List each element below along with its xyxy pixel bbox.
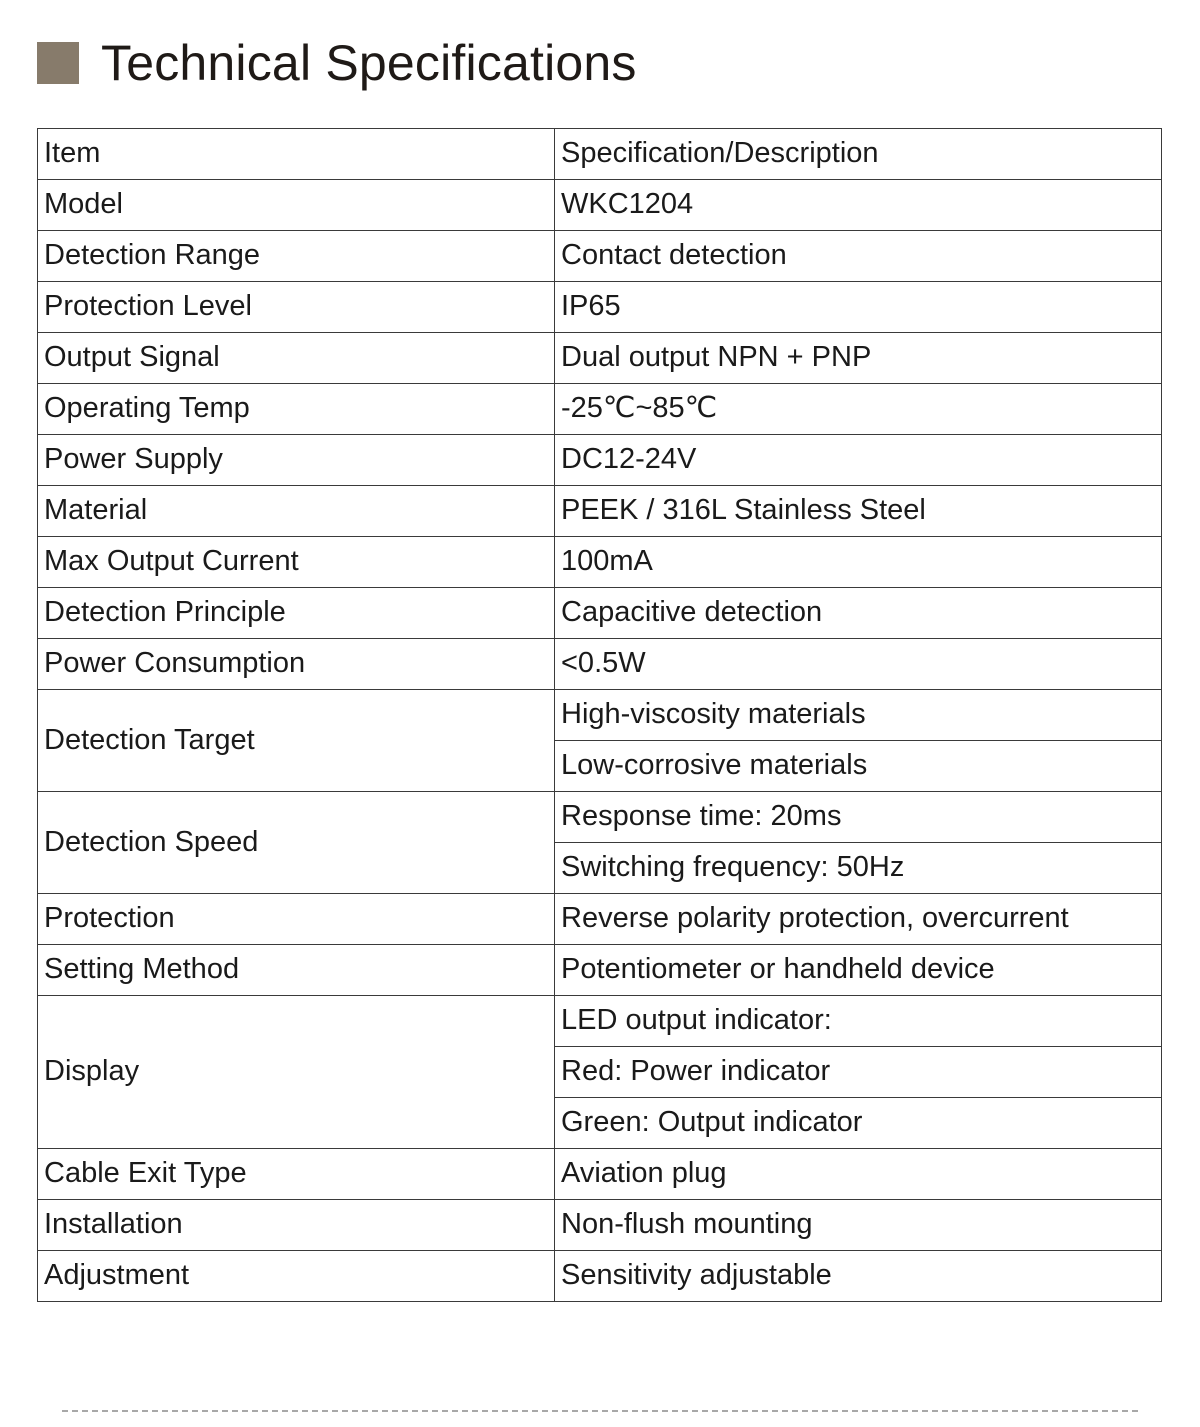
row-label: Protection Level bbox=[38, 282, 555, 333]
row-label: Material bbox=[38, 486, 555, 537]
row-value: Aviation plug bbox=[555, 1149, 1162, 1200]
row-value: IP65 bbox=[555, 282, 1162, 333]
table-row bbox=[38, 690, 1162, 741]
table-row bbox=[38, 282, 1162, 333]
header-spec: Specification/Description bbox=[555, 129, 1162, 180]
table-row bbox=[38, 384, 1162, 435]
page-title: Technical Specifications bbox=[101, 35, 637, 91]
row-label: Detection Principle bbox=[38, 588, 555, 639]
row-label: Cable Exit Type bbox=[38, 1149, 555, 1200]
row-value: Non-flush mounting bbox=[555, 1200, 1162, 1251]
row-value: Switching frequency: 50Hz bbox=[555, 843, 1162, 894]
row-value: Response time: 20ms bbox=[555, 792, 1162, 843]
row-value: <0.5W bbox=[555, 639, 1162, 690]
row-label: Adjustment bbox=[38, 1251, 555, 1302]
row-value: Sensitivity adjustable bbox=[555, 1251, 1162, 1302]
table-row bbox=[38, 333, 1162, 384]
table-row bbox=[38, 588, 1162, 639]
row-value: DC12-24V bbox=[555, 435, 1162, 486]
dashed-divider bbox=[62, 1410, 1138, 1412]
table-row bbox=[38, 945, 1162, 996]
row-value: LED output indicator: bbox=[555, 996, 1162, 1047]
row-value: Potentiometer or handheld device bbox=[555, 945, 1162, 996]
row-value: Contact detection bbox=[555, 231, 1162, 282]
table-row bbox=[38, 996, 1162, 1047]
row-value: Dual output NPN + PNP bbox=[555, 333, 1162, 384]
table-row bbox=[38, 486, 1162, 537]
row-value: PEEK / 316L Stainless Steel bbox=[555, 486, 1162, 537]
row-label: Model bbox=[38, 180, 555, 231]
row-label: Operating Temp bbox=[38, 384, 555, 435]
row-value: Capacitive detection bbox=[555, 588, 1162, 639]
spec-table bbox=[37, 128, 1162, 1302]
row-value: WKC1204 bbox=[555, 180, 1162, 231]
table-row bbox=[38, 435, 1162, 486]
row-label: Power Consumption bbox=[38, 639, 555, 690]
header-item: Item bbox=[38, 129, 555, 180]
row-value: High-viscosity materials bbox=[555, 690, 1162, 741]
table-row bbox=[38, 639, 1162, 690]
row-label: Display bbox=[38, 996, 555, 1149]
row-label: Output Signal bbox=[38, 333, 555, 384]
row-value: Green: Output indicator bbox=[555, 1098, 1162, 1149]
title-square-icon bbox=[37, 42, 79, 84]
page-header bbox=[37, 30, 637, 96]
row-value: Low-corrosive materials bbox=[555, 741, 1162, 792]
row-value: -25℃~85℃ bbox=[555, 384, 1162, 435]
row-label: Protection bbox=[38, 894, 555, 945]
table-row bbox=[38, 1200, 1162, 1251]
row-label: Power Supply bbox=[38, 435, 555, 486]
row-label: Detection Speed bbox=[38, 792, 555, 894]
table-header-row bbox=[38, 129, 1162, 180]
table-row bbox=[38, 231, 1162, 282]
row-value bbox=[555, 894, 1162, 945]
row-label: Detection Range bbox=[38, 231, 555, 282]
table-row bbox=[38, 894, 1162, 945]
row-value-text: Reverse polarity protection, overcurrent bbox=[561, 902, 1069, 934]
row-label: Max Output Current bbox=[38, 537, 555, 588]
row-label: Setting Method bbox=[38, 945, 555, 996]
row-label: Detection Target bbox=[38, 690, 555, 792]
table-row bbox=[38, 792, 1162, 843]
table-row bbox=[38, 1149, 1162, 1200]
row-value: Red: Power indicator bbox=[555, 1047, 1162, 1098]
table-row bbox=[38, 1251, 1162, 1302]
row-label: Installation bbox=[38, 1200, 555, 1251]
table-row bbox=[38, 537, 1162, 588]
row-value: 100mA bbox=[555, 537, 1162, 588]
table-row bbox=[38, 180, 1162, 231]
